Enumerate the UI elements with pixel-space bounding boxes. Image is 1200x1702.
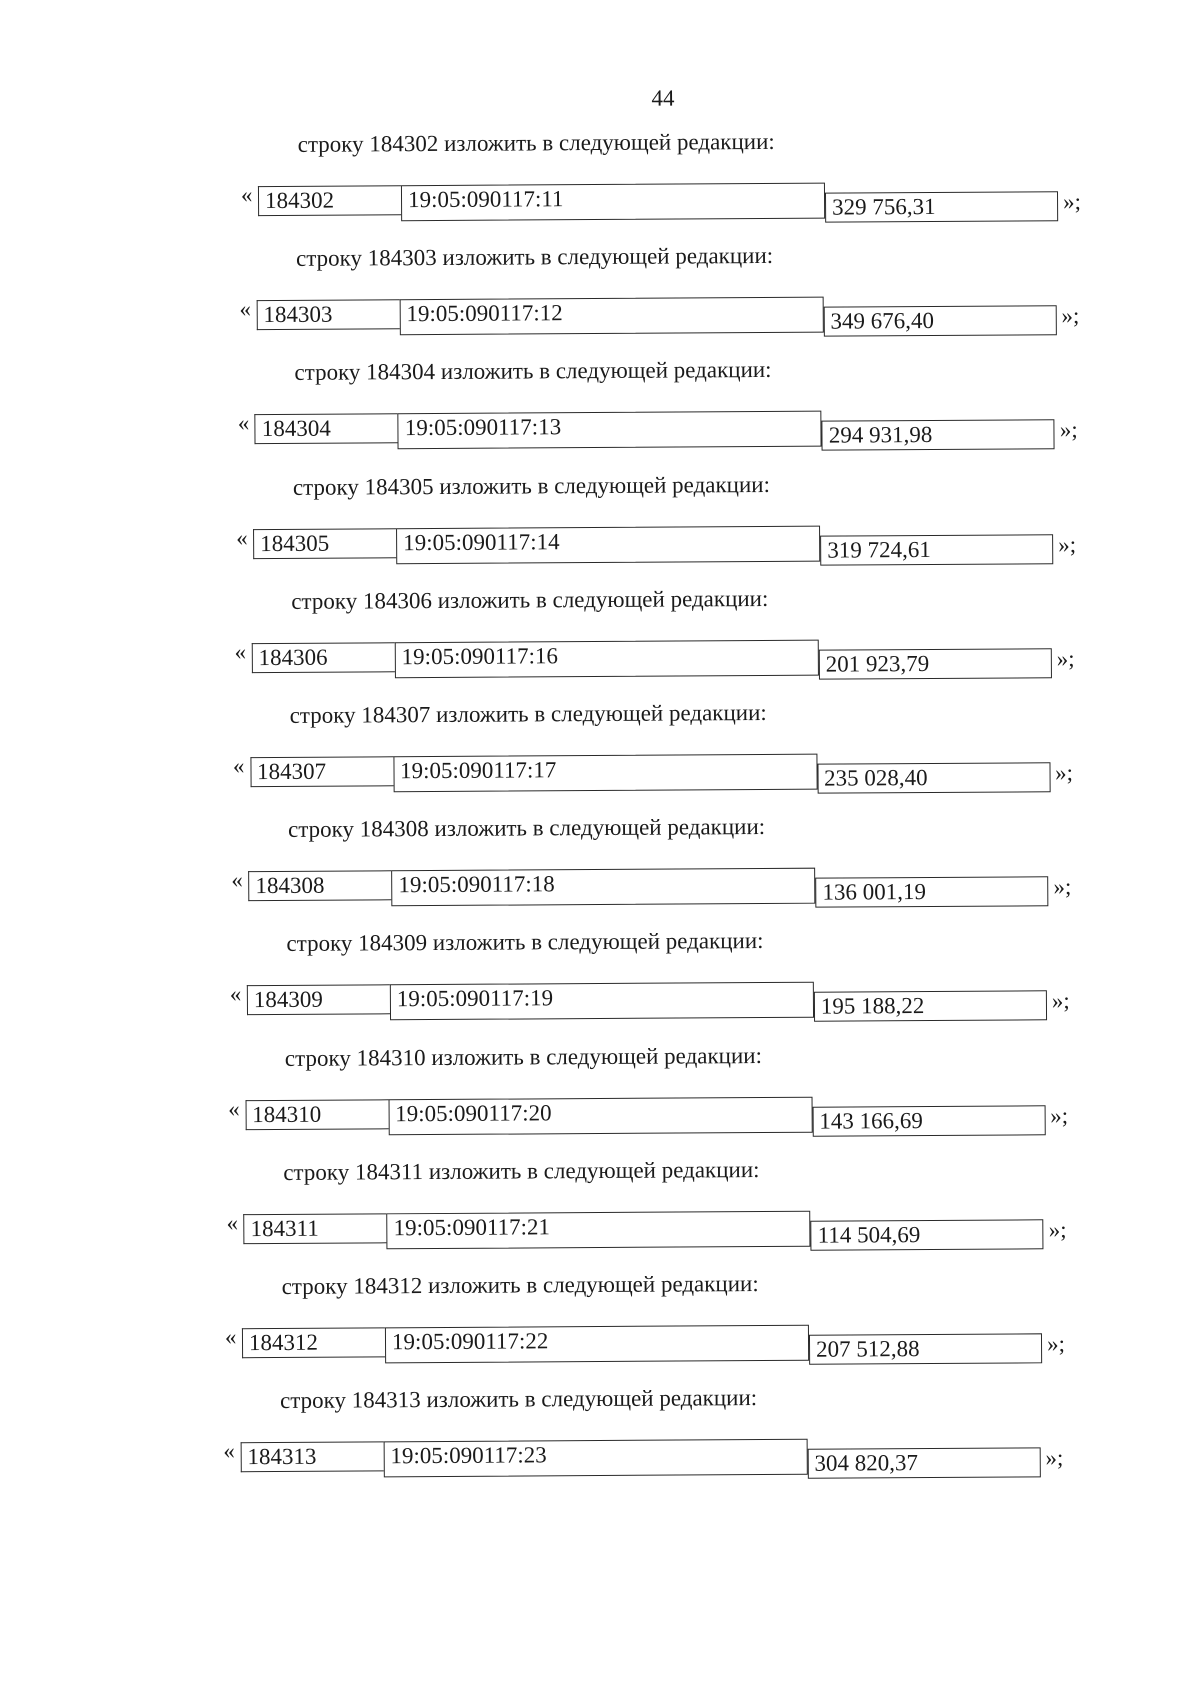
- quote-open: «: [236, 524, 248, 550]
- row-code-cell: 184310: [245, 1099, 388, 1130]
- quote-close: »;: [1054, 760, 1074, 786]
- amendment-instruction: строку 184308 изложить в следующей редакции:: [288, 814, 766, 843]
- amendment-instruction: строку 184305 изложить в следующей редакции:: [292, 471, 771, 500]
- cadastral-number-cell: 19:05:090117:19: [390, 982, 814, 1021]
- cadastral-number-cell: 19:05:090117:22: [385, 1325, 809, 1364]
- table-row: [240, 1438, 1040, 1483]
- cadastral-value-cell: 349 676,40: [823, 305, 1056, 336]
- amendment-entry: [0, 241, 1195, 358]
- quote-open: «: [228, 1095, 240, 1121]
- amendment-instruction: строку 184302 изложить в следующей редакции:: [297, 128, 775, 157]
- quote-close: »;: [1053, 874, 1072, 900]
- table-row: [247, 981, 1047, 1026]
- table-row: [250, 752, 1050, 797]
- amendment-instruction: строку 184310 изложить в следующей редакции:: [284, 1042, 763, 1071]
- row-code-cell: 184302: [258, 185, 401, 216]
- quote-close: »;: [1051, 988, 1070, 1014]
- cadastral-value-cell: 235 028,40: [817, 762, 1050, 793]
- quote-open: «: [231, 867, 243, 893]
- cadastral-value-cell: 201 923,79: [819, 648, 1052, 679]
- amendment-entry: [0, 697, 1188, 814]
- cadastral-number-cell: 19:05:090117:17: [393, 754, 817, 793]
- row-code-cell: 184309: [247, 985, 390, 1016]
- quote-open: «: [226, 1210, 239, 1236]
- quote-open: «: [224, 1324, 237, 1350]
- amendment-entry: [0, 1268, 1180, 1385]
- amendment-entry: [0, 926, 1185, 1043]
- row-code-cell: 184312: [242, 1327, 385, 1358]
- cadastral-value-cell: 143 166,69: [812, 1105, 1045, 1136]
- table-row: [244, 1209, 1044, 1254]
- table-row: [242, 1323, 1042, 1368]
- quote-open: «: [234, 638, 247, 665]
- cadastral-value-cell: 294 931,98: [822, 420, 1055, 451]
- cadastral-value-cell: 329 756,31: [825, 191, 1058, 222]
- quote-close: »;: [1062, 189, 1082, 215]
- table-row: [252, 638, 1052, 683]
- amendment-instruction: строку 184311 изложить в следующей редакции:: [283, 1156, 760, 1185]
- cadastral-value-cell: 304 820,37: [807, 1448, 1040, 1479]
- table-row: [255, 410, 1055, 455]
- amendment-instruction: строку 184303 изложить в следующей редакции:: [296, 243, 774, 272]
- quote-open: «: [239, 296, 251, 322]
- cadastral-number-cell: 19:05:090117:14: [396, 525, 820, 564]
- amendment-instruction: строку 184312 изложить в следующей редакции:: [281, 1271, 759, 1299]
- amendment-instruction: строку 184304 изложить в следующей редакции:: [294, 357, 772, 386]
- table-row: [258, 181, 1058, 226]
- quote-close: »;: [1045, 1445, 1064, 1471]
- amendment-entry: [0, 1040, 1183, 1157]
- quote-open: «: [223, 1438, 235, 1464]
- page-number: 44: [651, 85, 675, 111]
- quote-close: »;: [1058, 531, 1077, 557]
- amendment-entry: [0, 1154, 1182, 1271]
- row-code-cell: 184307: [250, 756, 393, 787]
- row-code-cell: 184304: [255, 414, 398, 445]
- amendment-instruction: строку 184309 изложить в следующей редакции:: [286, 928, 764, 957]
- amendment-entry: [0, 126, 1196, 243]
- amendment-entry: [0, 355, 1193, 472]
- quote-close: »;: [1050, 1102, 1069, 1128]
- quote-open: «: [237, 410, 250, 436]
- cadastral-number-cell: 19:05:090117:13: [398, 411, 822, 450]
- quote-close: »;: [1046, 1331, 1065, 1357]
- amendment-entry: [0, 469, 1191, 586]
- cadastral-value-cell: 114 504,69: [811, 1219, 1044, 1250]
- table-row: [248, 866, 1048, 911]
- cadastral-number-cell: 19:05:090117:11: [401, 183, 825, 222]
- cadastral-value-cell: 319 724,61: [820, 534, 1053, 565]
- table-row: [253, 524, 1053, 569]
- amendment-entry: [0, 812, 1187, 929]
- quote-close: »;: [1056, 645, 1075, 672]
- amendment-entry: [0, 1383, 1179, 1500]
- cadastral-value-cell: 195 188,22: [814, 991, 1047, 1022]
- row-code-cell: 184306: [252, 642, 395, 673]
- row-code-cell: 184311: [244, 1213, 387, 1244]
- cadastral-number-cell: 19:05:090117:12: [399, 297, 823, 336]
- cadastral-number-cell: 19:05:090117:21: [387, 1211, 811, 1250]
- cadastral-number-cell: 19:05:090117:16: [395, 639, 819, 678]
- quote-open: «: [240, 182, 253, 208]
- cadastral-number-cell: 19:05:090117:23: [383, 1439, 807, 1478]
- table-row: [245, 1095, 1045, 1140]
- quote-open: «: [232, 753, 245, 779]
- amendment-entry: [0, 583, 1190, 700]
- row-code-cell: 184313: [240, 1442, 383, 1473]
- amendment-instruction: строку 184313 изложить в следующей редакции:: [279, 1385, 758, 1414]
- cadastral-value-cell: 136 001,19: [815, 876, 1048, 907]
- cadastral-number-cell: 19:05:090117:20: [388, 1096, 812, 1135]
- cadastral-number-cell: 19:05:090117:18: [391, 868, 815, 907]
- row-code-cell: 184308: [248, 870, 391, 901]
- amendment-instruction: строку 184306 изложить в следующей редакции:: [291, 585, 769, 614]
- quote-open: «: [229, 981, 242, 1007]
- amendment-instruction: строку 184307 изложить в следующей редакции:: [289, 699, 767, 728]
- quote-close: »;: [1048, 1216, 1067, 1243]
- row-code-cell: 184303: [256, 299, 399, 330]
- row-code-cell: 184305: [253, 528, 396, 559]
- quote-close: »;: [1059, 417, 1078, 443]
- quote-close: »;: [1061, 303, 1080, 329]
- cadastral-value-cell: 207 512,88: [809, 1333, 1042, 1364]
- table-row: [256, 295, 1056, 340]
